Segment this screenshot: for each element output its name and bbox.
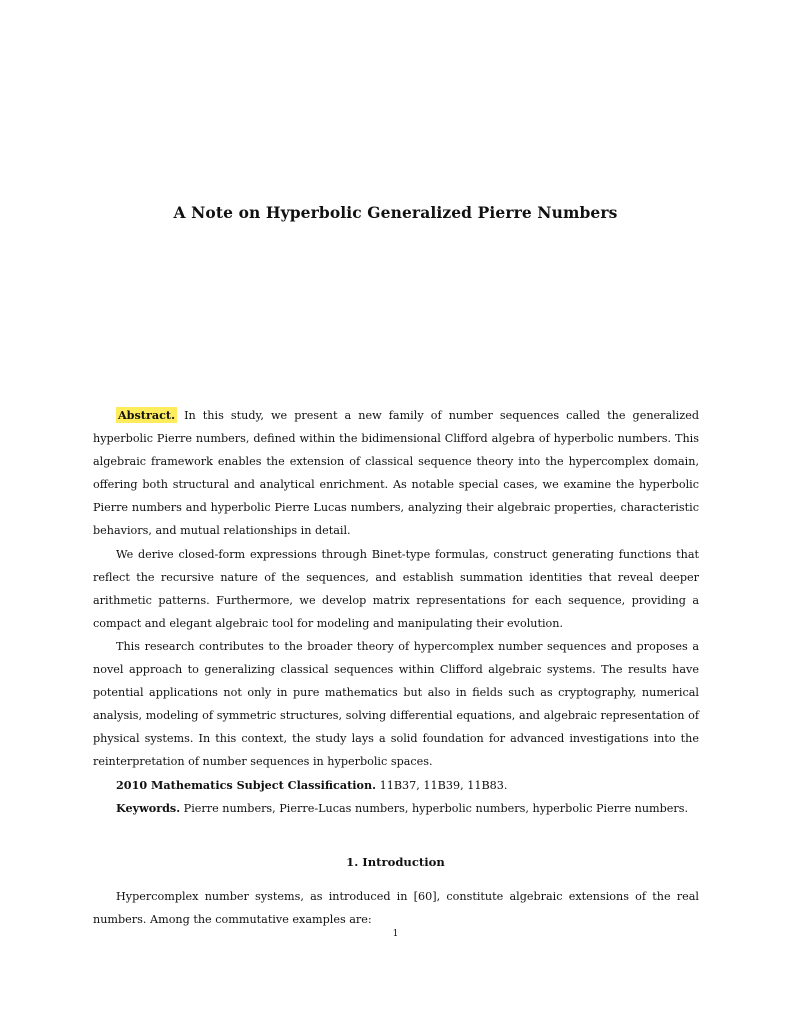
keywords-value: Pierre numbers, Pierre-Lucas numbers, hyperbolic numbers, hyperbolic Pierre numbers. <box>183 801 689 815</box>
keywords-line <box>93 797 699 820</box>
page-number: 1 <box>392 929 399 939</box>
msc-line <box>93 774 699 797</box>
keywords-label: Keywords. <box>116 800 181 815</box>
abstract-text-1: In this study, we present a new family of number sequences called the generalized hyperbolic Pierre numbers, defined within the bidimensional Clifford algebra of hyperbolic numbers. This algebraic framework enables the extension of classical sequence theory into the hypercomplex domain, offering both structural and analytical enrichment. As notable special cases, we examine the hyperbolic Pierre numbers and hyperbolic Pierre Lucas numbers, analyzing their algebraic properties, characteristic behaviors, and mutual relationships in detail. <box>93 409 699 538</box>
section-heading-introduction: 1. Introduction <box>346 855 445 869</box>
abstract <box>93 404 699 820</box>
introduction-body <box>93 885 699 931</box>
paper-title: A Note on Hyperbolic Generalized Pierre Numbers <box>173 203 618 222</box>
abstract-label: Abstract. <box>118 408 175 422</box>
msc-label: 2010 Mathematics Subject Classification. <box>116 777 377 792</box>
abstract-paragraph-3: This research contributes to the broader theory of hypercomplex number sequences and proposes a novel approach to generalizing classical sequences within Clifford algebraic systems. The results have potential applications not only in pure mathematics but also in fields such as cryptography, numerical analysis, modeling of symmetric structures, solving differential equations, and algebraic representation of physical systems. In this context, the study lays a solid foundation for advanced investigations into the reinterpretation of number sequences in hyperbolic spaces. <box>93 639 699 769</box>
abstract-paragraph-1 <box>93 404 699 543</box>
msc-value: 11B37, 11B39, 11B83. <box>379 778 508 792</box>
introduction-paragraph-1: Hypercomplex number systems, as introduced in [60], constitute algebraic extensions of the real numbers. Among the commutative examples are: <box>93 890 699 927</box>
abstract-paragraph-2: We derive closed-form expressions through Binet-type formulas, construct generating functions that reflect the recursive nature of the sequences, and establish summation identities that reveal deeper arithmetic patterns. Furthermore, we develop matrix representations for each sequence, providing a compact and elegant algebraic tool for modeling and manipulating their evolution. <box>93 547 699 630</box>
